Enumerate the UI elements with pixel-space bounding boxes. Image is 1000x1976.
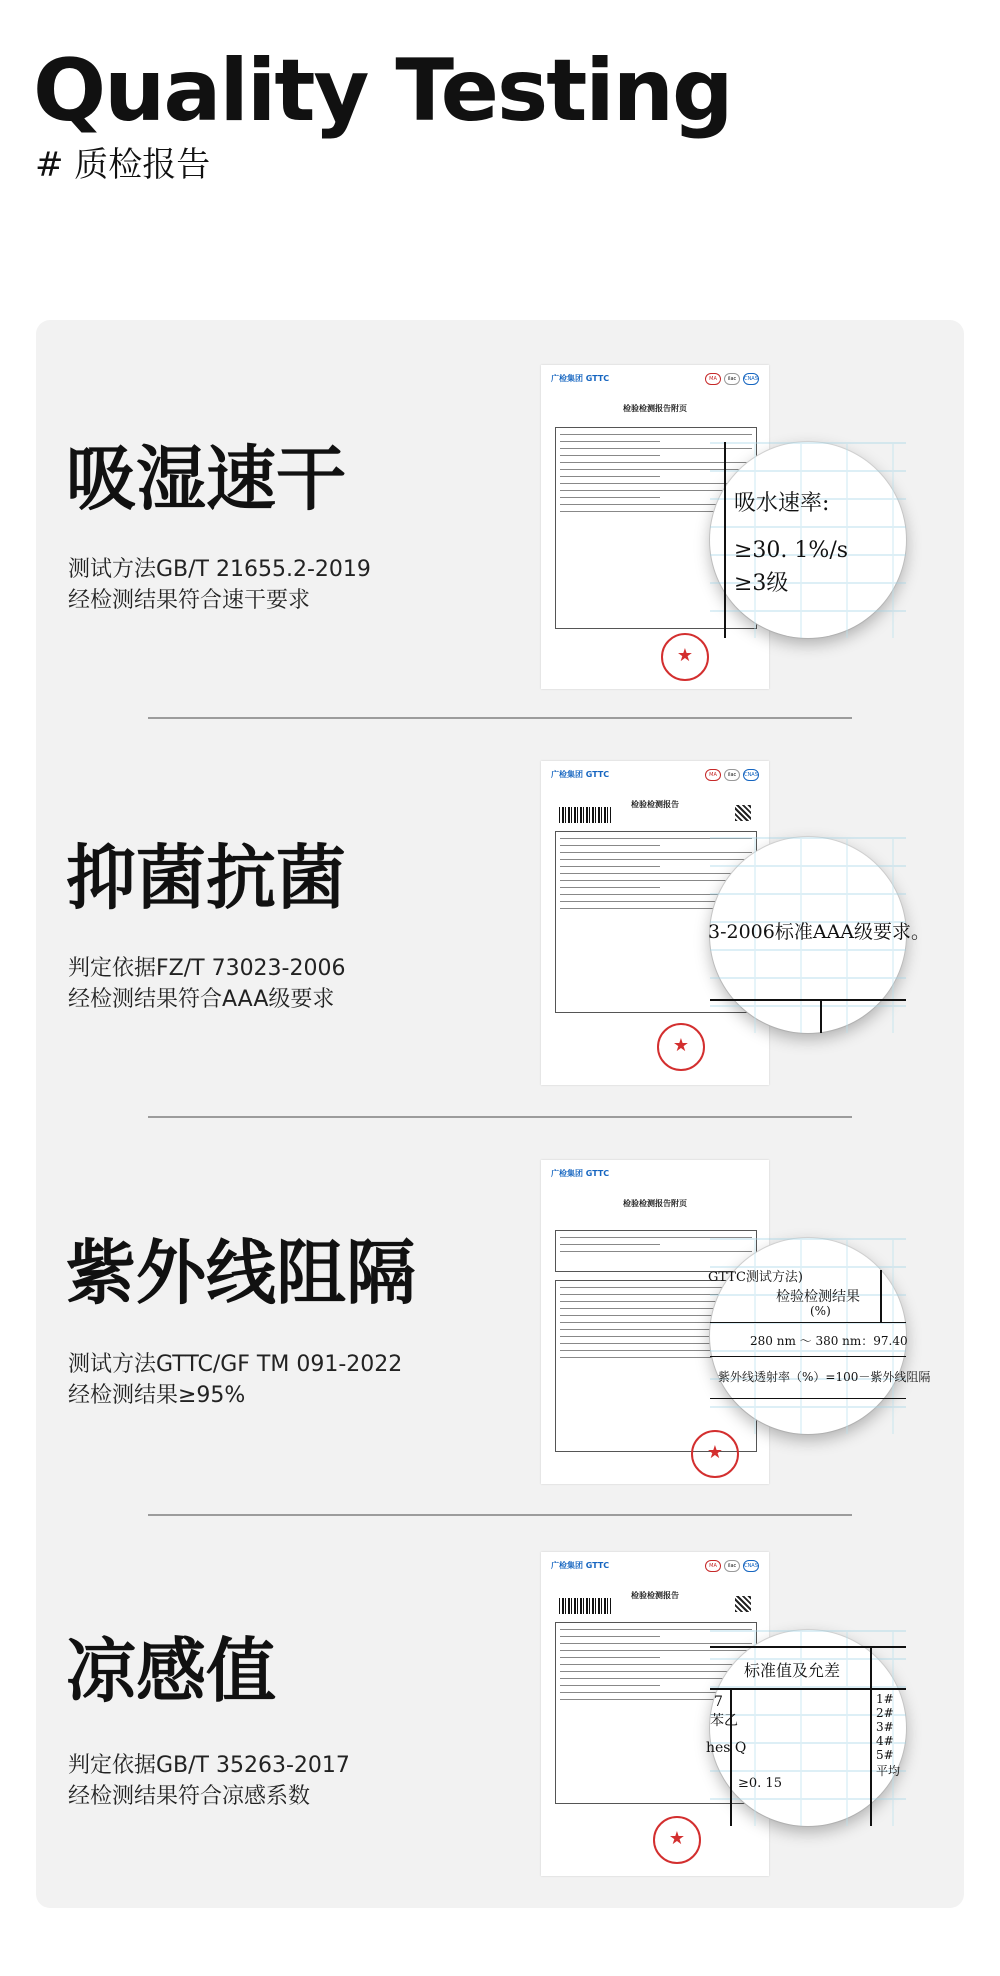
section-antibacterial bbox=[36, 719, 964, 1116]
desc-line-1: 测试方法GB/T 21655.2-2019 bbox=[68, 557, 371, 582]
section-title: 紫外线阻隔 bbox=[66, 1232, 416, 1314]
gttc-logo: 广检集团 GTTC bbox=[551, 770, 610, 779]
desc-line-2: 经检测结果符合速干要求 bbox=[68, 588, 311, 613]
section-quick-dry bbox=[36, 320, 964, 717]
zoom-text-1: GTTC测试方法) bbox=[708, 1270, 803, 1285]
zoom-text-3: ≥3级 bbox=[734, 571, 789, 596]
col-6: 平均 bbox=[876, 1764, 901, 1778]
zoom-text-5: ≥0. 15 bbox=[738, 1776, 782, 1791]
desc-line-2: 经检测结果符合AAA级要求 bbox=[68, 987, 335, 1012]
magnifier-zoom bbox=[710, 442, 906, 638]
section-desc bbox=[68, 554, 371, 616]
magnifier-zoom bbox=[706, 1630, 906, 1826]
red-stamp: ★ bbox=[661, 633, 709, 681]
zoom-text-2: 7 bbox=[714, 1694, 723, 1710]
section-desc bbox=[68, 1349, 402, 1411]
col-2: 2# bbox=[876, 1706, 894, 1720]
zoom-text-1: 标准值及允差 bbox=[744, 1661, 841, 1680]
page-title: Quality Testing bbox=[33, 41, 732, 141]
zoom-text-4: hes Q bbox=[706, 1740, 747, 1756]
zoom-text-3: 苯乙 bbox=[710, 1713, 738, 1729]
page-subtitle: # 质检报告 bbox=[35, 145, 211, 185]
section-cooling bbox=[36, 1516, 964, 1913]
section-title: 吸湿速干 bbox=[66, 438, 346, 520]
section-desc bbox=[68, 953, 345, 1015]
zoom-text-2: 检验检测结果 bbox=[776, 1289, 860, 1305]
section-title: 凉感值 bbox=[66, 1630, 276, 1712]
zoom-text-3: (%) bbox=[810, 1304, 831, 1318]
col-3: 3# bbox=[876, 1720, 894, 1734]
doc-heading: 检验检测报告 bbox=[631, 1590, 679, 1600]
red-stamp: ★ bbox=[691, 1430, 739, 1478]
col-1: 1# bbox=[876, 1692, 894, 1706]
magnifier-zoom bbox=[708, 1238, 931, 1434]
zoom-text-2: ≥30. 1%/s bbox=[734, 538, 849, 563]
zoom-text-4: 280 nm ～ 380 nm：97.40 bbox=[750, 1334, 908, 1348]
cert-badges: MA ilac CNAS bbox=[705, 373, 759, 385]
zoom-text-5: 紫外线透射率（%）=100－紫外线阻隔 bbox=[718, 1370, 931, 1384]
desc-line-2: 经检测结果≥95% bbox=[68, 1383, 246, 1408]
report-panel bbox=[36, 320, 964, 1908]
section-title: 抑菌抗菌 bbox=[66, 837, 346, 919]
zoom-text-1: 3-2006标准AAA级要求。 bbox=[708, 921, 931, 943]
desc-line-2: 经检测结果符合凉感系数 bbox=[68, 1784, 311, 1809]
desc-line-1: 测试方法GTTC/GF TM 091-2022 bbox=[68, 1352, 403, 1377]
gttc-logo: 广检集团 GTTC bbox=[551, 1169, 610, 1178]
red-stamp: ★ bbox=[653, 1816, 701, 1864]
gttc-logo: 广检集团 GTTC bbox=[551, 1561, 610, 1570]
doc-heading: 检验检测报告 bbox=[631, 799, 679, 809]
col-5: 5# bbox=[876, 1748, 894, 1762]
section-uv-protection bbox=[36, 1118, 964, 1515]
desc-line-1: 判定依据FZ/T 73023-2006 bbox=[68, 956, 346, 981]
doc-heading: 检验检测报告附页 bbox=[623, 403, 687, 413]
col-4: 4# bbox=[876, 1734, 894, 1748]
gttc-logo: 广检集团 GTTC bbox=[551, 374, 610, 383]
section-desc bbox=[68, 1750, 350, 1812]
cert-badges: MA ilac CNAS bbox=[705, 769, 759, 781]
magnifier-zoom bbox=[708, 837, 931, 1033]
red-stamp: ★ bbox=[657, 1023, 705, 1071]
desc-line-1: 判定依据GB/T 35263-2017 bbox=[68, 1753, 350, 1778]
doc-heading: 检验检测报告附页 bbox=[623, 1198, 687, 1208]
zoom-text-1: 吸水速率: bbox=[734, 491, 830, 516]
cert-badges: MA ilac CNAS bbox=[705, 1560, 759, 1572]
